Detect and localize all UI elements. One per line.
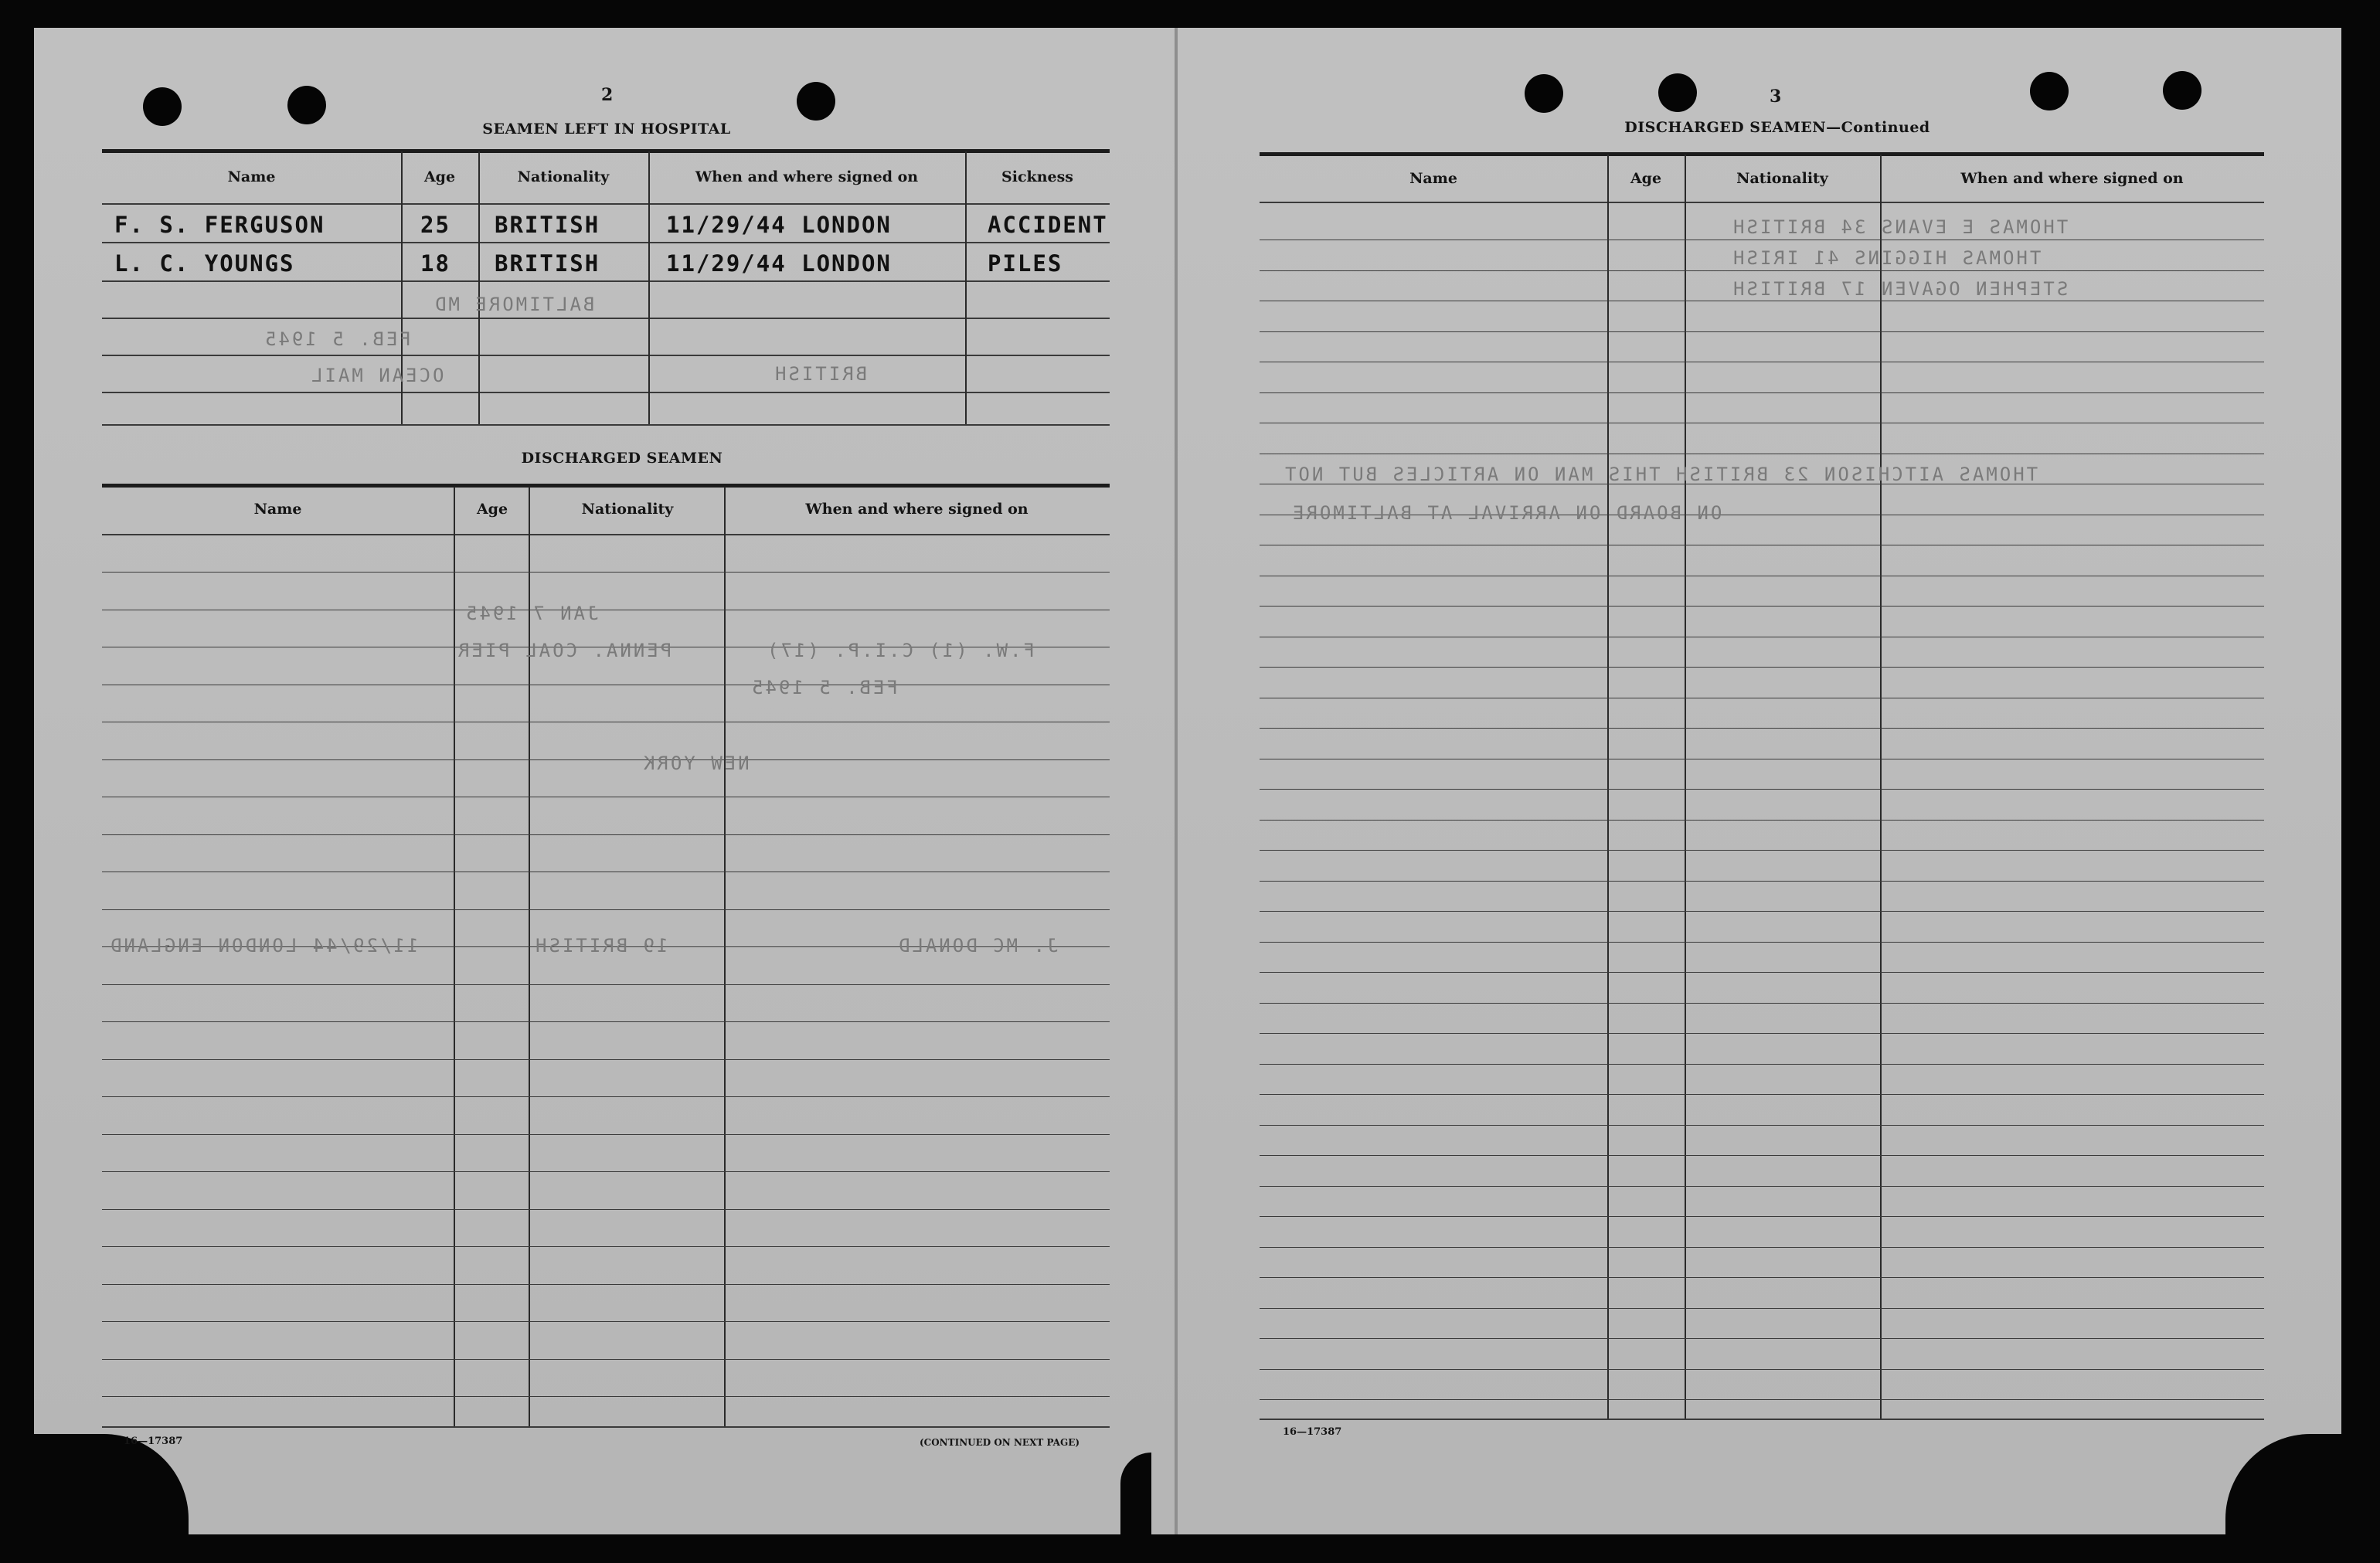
- table-divider: [454, 487, 455, 1426]
- table-rule: [102, 484, 1110, 488]
- ruled-line: [1260, 881, 2264, 882]
- bleed-through-text: JAN 7 1945: [464, 603, 599, 624]
- ruled-line: [1260, 270, 2264, 271]
- punch-hole: [1658, 73, 1697, 112]
- hospital-row-name: L. C. YOUNGS: [114, 250, 295, 277]
- table-rule: [102, 534, 1110, 535]
- hospital-row-nationality: BRITISH: [495, 212, 600, 238]
- bleed-through-text: J. MC DONALD: [896, 935, 1059, 956]
- column-header-signed-on: When and where signed on: [695, 168, 919, 185]
- hospital-row-signed-on: 11/29/44 LONDON: [666, 250, 892, 277]
- bleed-through-text: THOMAS E EVANS 34 BRITISH: [1731, 216, 2069, 238]
- bleed-through-text: BALTIMORE MD: [433, 294, 595, 315]
- discharged-section-title: DISCHARGED SEAMEN: [521, 450, 723, 467]
- ruled-line: [1260, 820, 2264, 821]
- ruled-line: [1260, 972, 2264, 973]
- table-rule: [1260, 1419, 2264, 1420]
- ruled-line: [1260, 850, 2264, 851]
- column-header-nationality: Nationality: [517, 168, 610, 185]
- bleed-through-text: THOMAS HIGGINS 41 IRISH: [1731, 247, 2042, 269]
- ruled-line: [102, 1209, 1110, 1210]
- table-rule: [102, 424, 1110, 426]
- ruled-line: [1260, 1125, 2264, 1126]
- column-header-nationality: Nationality: [581, 501, 674, 518]
- ruled-line: [102, 1246, 1110, 1247]
- column-header-signed-on: When and where signed on: [1960, 170, 2184, 187]
- ruled-line: [102, 1134, 1110, 1135]
- bleed-through-text: ON BOARD ON ARRIVAL AT BALTIMORE: [1290, 502, 1722, 524]
- ruled-line: [1260, 1277, 2264, 1278]
- hospital-row-name: F. S. FERGUSON: [114, 212, 325, 238]
- hospital-row-sickness: PILES: [988, 250, 1063, 277]
- bleed-through-text: THOMAS AITCHISON 23 BRITISH THIS MAN ON ARTICLES BUT NOT: [1283, 464, 2038, 485]
- ruled-line: [1260, 1186, 2264, 1187]
- bleed-through-text: 11/29/44 LONDON ENGLAND: [108, 935, 419, 956]
- table-rule: [1260, 152, 2264, 156]
- ruled-line: [102, 1396, 1110, 1397]
- discharged-continued-title: [1545, 119, 2009, 136]
- hospital-section-title: SEAMEN LEFT IN HOSPITAL: [482, 121, 731, 138]
- column-header-age: Age: [476, 501, 508, 518]
- punch-hole: [2030, 72, 2069, 110]
- table-rule: [1260, 202, 2264, 203]
- punch-hole: [1525, 74, 1563, 113]
- table-rule: [102, 149, 1110, 153]
- bleed-through-text: OCEAN MAIL: [309, 365, 444, 386]
- punch-hole: [2163, 71, 2202, 110]
- hospital-row-nationality: BRITISH: [495, 250, 600, 277]
- ruled-line: [102, 909, 1110, 910]
- table-rule: [102, 1426, 1110, 1428]
- ruled-line: [102, 1359, 1110, 1360]
- ruled-line: [102, 1321, 1110, 1322]
- column-header-sickness: Sickness: [1001, 168, 1073, 185]
- ruled-line: [102, 1171, 1110, 1172]
- punch-hole: [287, 86, 326, 124]
- column-header-age: Age: [1630, 170, 1662, 187]
- ruled-line: [102, 572, 1110, 573]
- title-main: DISCHARGED SEAMEN: [1624, 119, 1827, 136]
- table-divider: [724, 487, 726, 1426]
- ruled-line: [1260, 789, 2264, 790]
- table-rule: [102, 203, 1110, 205]
- table-divider: [478, 151, 480, 424]
- form-number: 16—17387: [124, 1436, 183, 1447]
- punch-hole: [143, 87, 182, 126]
- bleed-through-text: NEW YORK: [641, 753, 750, 774]
- ruled-line: [102, 834, 1110, 835]
- table-rule: [102, 280, 1110, 282]
- ruled-line: [102, 1284, 1110, 1285]
- hospital-row-age: 18: [420, 250, 450, 277]
- table-divider: [1607, 155, 1609, 1419]
- ruled-line: [1260, 1247, 2264, 1248]
- table-rule: [102, 355, 1110, 356]
- ruled-line: [102, 1059, 1110, 1060]
- page-number: 3: [1770, 87, 1782, 107]
- ruled-line: [1260, 1064, 2264, 1065]
- column-header-signed-on: When and where signed on: [805, 501, 1028, 518]
- ruled-line: [102, 1096, 1110, 1097]
- table-divider: [529, 487, 530, 1426]
- ruled-line: [1260, 667, 2264, 668]
- table-divider: [1880, 155, 1882, 1419]
- continued-note: (CONTINUED ON NEXT PAGE): [920, 1437, 1080, 1448]
- table-rule: [102, 242, 1110, 243]
- ruled-line: [1260, 1308, 2264, 1309]
- ruled-line: [1260, 1399, 2264, 1400]
- ruled-line: [102, 1021, 1110, 1022]
- ruled-line: [102, 759, 1110, 760]
- ruled-line: [102, 984, 1110, 985]
- bleed-through-text: PENNA. COAL PIER: [456, 640, 672, 661]
- ruled-line: [1260, 1155, 2264, 1156]
- hospital-row-signed-on: 11/29/44 LONDON: [666, 212, 892, 238]
- hospital-row-sickness: ACCIDENT: [988, 212, 1108, 238]
- column-header-age: Age: [423, 168, 456, 185]
- bleed-through-text: 19 BRITISH: [533, 935, 668, 956]
- page-number: 2: [601, 85, 614, 105]
- punch-hole: [797, 82, 835, 121]
- column-header-name: Name: [227, 168, 276, 185]
- ruled-line: [1260, 1094, 2264, 1095]
- table-rule: [102, 318, 1110, 319]
- ruled-line: [1260, 392, 2264, 393]
- table-rule: [102, 392, 1110, 393]
- bleed-through-text: F.W. (1) C.I.P. (17): [765, 640, 1035, 661]
- ruled-line: [1260, 331, 2264, 332]
- bleed-through-text: BRITISH: [773, 363, 868, 385]
- ruled-line: [1260, 1033, 2264, 1034]
- bleed-through-text: FEB. 5 1945: [750, 677, 898, 698]
- ruled-line: [1260, 1369, 2264, 1370]
- ruled-line: [1260, 606, 2264, 607]
- ruled-line: [1260, 1003, 2264, 1004]
- ruled-line: [1260, 911, 2264, 912]
- page-fold: [1175, 28, 1178, 1534]
- column-header-nationality: Nationality: [1736, 170, 1828, 187]
- ruled-line: [1260, 1216, 2264, 1217]
- ruled-line: [1260, 942, 2264, 943]
- hospital-row-age: 25: [420, 212, 450, 238]
- title-suffix: —Continued: [1826, 119, 1930, 136]
- table-divider: [1685, 155, 1686, 1419]
- table-divider: [648, 151, 650, 424]
- column-header-name: Name: [253, 501, 302, 518]
- bleed-through-text: STEPHEN OGAVEN 17 BRITISH: [1731, 278, 2069, 300]
- column-header-name: Name: [1409, 170, 1457, 187]
- bleed-through-text: FEB. 5 1945: [263, 328, 411, 350]
- form-number: 16—17387: [1283, 1426, 1342, 1438]
- ruled-line: [1260, 728, 2264, 729]
- table-divider: [965, 151, 967, 424]
- ruled-line: [1260, 1338, 2264, 1339]
